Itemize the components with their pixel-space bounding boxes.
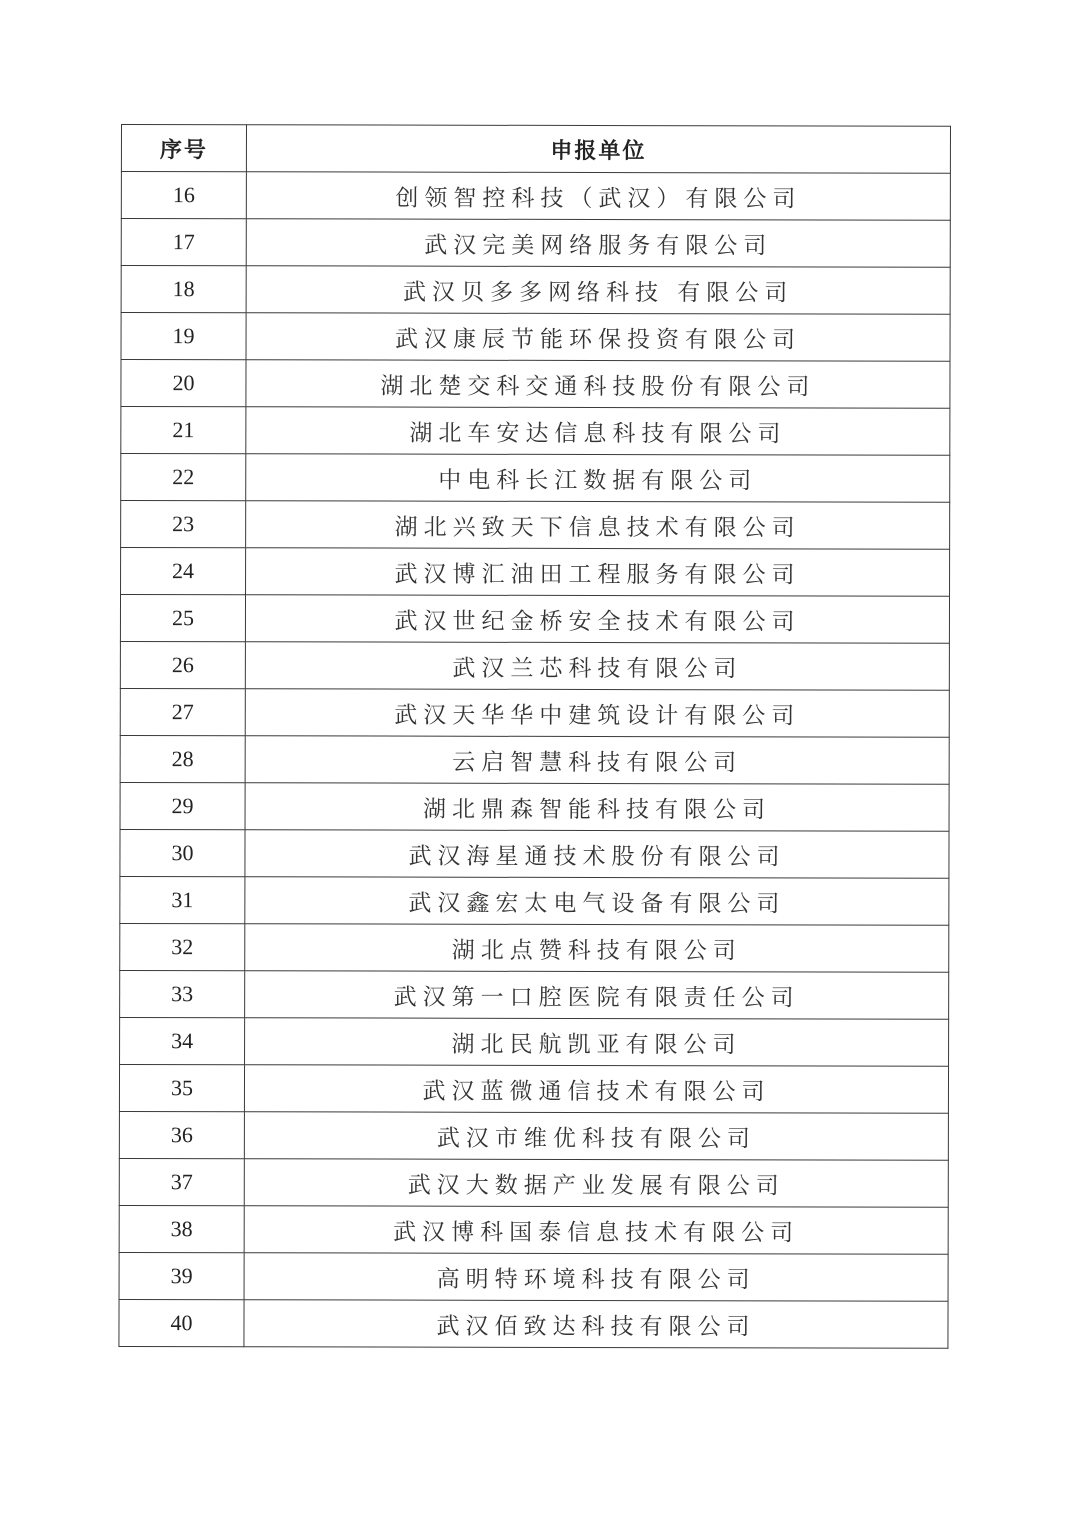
row-number: 16 [121, 172, 246, 219]
row-number: 25 [120, 595, 245, 642]
row-number: 39 [119, 1252, 244, 1299]
table-row [120, 1017, 949, 1066]
table-row [119, 1205, 948, 1254]
row-unit: 武汉完美网络服务有限公司 [246, 219, 950, 267]
row-unit: 武汉兰芯科技有限公司 [245, 642, 949, 690]
table-row [120, 876, 949, 925]
row-unit: 武汉海星通技术股份有限公司 [245, 830, 949, 878]
table-row [120, 735, 949, 784]
table-row [120, 688, 949, 737]
row-number: 40 [119, 1299, 244, 1346]
table-row [119, 1252, 948, 1301]
table-row [121, 313, 950, 362]
row-number: 35 [119, 1064, 244, 1111]
row-unit: 湖北兴致天下信息技术有限公司 [246, 501, 950, 549]
table-row [121, 266, 950, 315]
table-row [120, 595, 949, 644]
header-unit: 申报单位 [246, 125, 950, 173]
row-number: 27 [120, 688, 245, 735]
table-row [121, 548, 950, 597]
table-row [120, 970, 949, 1019]
row-unit: 武汉天华华中建筑设计有限公司 [245, 689, 949, 737]
table-row [119, 1111, 948, 1160]
row-number: 19 [121, 313, 246, 360]
table-row [121, 407, 950, 456]
row-number: 33 [120, 970, 245, 1017]
row-unit: 武汉鑫宏太电气设备有限公司 [245, 877, 949, 925]
table-row [121, 501, 950, 550]
row-number: 22 [121, 454, 246, 501]
row-number: 18 [121, 266, 246, 313]
row-unit: 湖北鼎森智能科技有限公司 [245, 783, 949, 831]
row-unit: 中电科长江数据有限公司 [246, 454, 950, 502]
row-number: 17 [121, 219, 246, 266]
row-number: 21 [121, 407, 246, 454]
row-number: 30 [120, 829, 245, 876]
table-row [119, 1064, 948, 1113]
row-number: 31 [120, 876, 245, 923]
row-unit: 武汉博科国泰信息技术有限公司 [244, 1206, 948, 1254]
table-row [120, 829, 949, 878]
row-unit: 高明特环境科技有限公司 [244, 1253, 948, 1301]
table-row [119, 1158, 948, 1207]
row-number: 36 [119, 1111, 244, 1158]
row-unit: 武汉大数据产业发展有限公司 [244, 1159, 948, 1207]
row-number: 29 [120, 782, 245, 829]
table-row [120, 782, 949, 831]
header-number: 序号 [121, 125, 246, 172]
table-row [119, 1299, 948, 1348]
row-unit: 湖北点赞科技有限公司 [245, 924, 949, 972]
row-unit: 武汉贝多多网络科技 有限公司 [246, 266, 950, 314]
row-number: 20 [121, 360, 246, 407]
row-unit: 武汉市维优科技有限公司 [244, 1112, 948, 1160]
table-row [120, 923, 949, 972]
row-number: 34 [120, 1017, 245, 1064]
table-row [120, 641, 949, 690]
table-row [121, 219, 950, 268]
row-unit: 湖北车安达信息科技有限公司 [246, 407, 950, 455]
row-unit: 武汉康辰节能环保投资有限公司 [246, 313, 950, 361]
row-unit: 武汉博汇油田工程服务有限公司 [246, 548, 950, 596]
table-row [121, 172, 950, 221]
row-unit: 湖北楚交科交通科技股份有限公司 [246, 360, 950, 408]
row-number: 26 [120, 641, 245, 688]
row-unit: 创领智控科技（武汉）有限公司 [246, 172, 950, 220]
row-unit: 武汉佰致达科技有限公司 [244, 1300, 948, 1348]
row-unit: 武汉世纪金桥安全技术有限公司 [245, 595, 949, 643]
row-number: 32 [120, 923, 245, 970]
row-number: 24 [121, 548, 246, 595]
row-unit: 武汉第一口腔医院有限责任公司 [245, 971, 949, 1019]
table-row [121, 454, 950, 503]
row-unit: 云启智慧科技有限公司 [245, 736, 949, 784]
row-unit: 湖北民航凯亚有限公司 [245, 1018, 949, 1066]
row-number: 37 [119, 1158, 244, 1205]
row-number: 23 [121, 501, 246, 548]
table-row [121, 360, 950, 409]
table-header-row [121, 125, 950, 174]
row-unit: 武汉蓝微通信技术有限公司 [244, 1065, 948, 1113]
applicant-table [118, 124, 951, 1349]
row-number: 38 [119, 1205, 244, 1252]
row-number: 28 [120, 735, 245, 782]
